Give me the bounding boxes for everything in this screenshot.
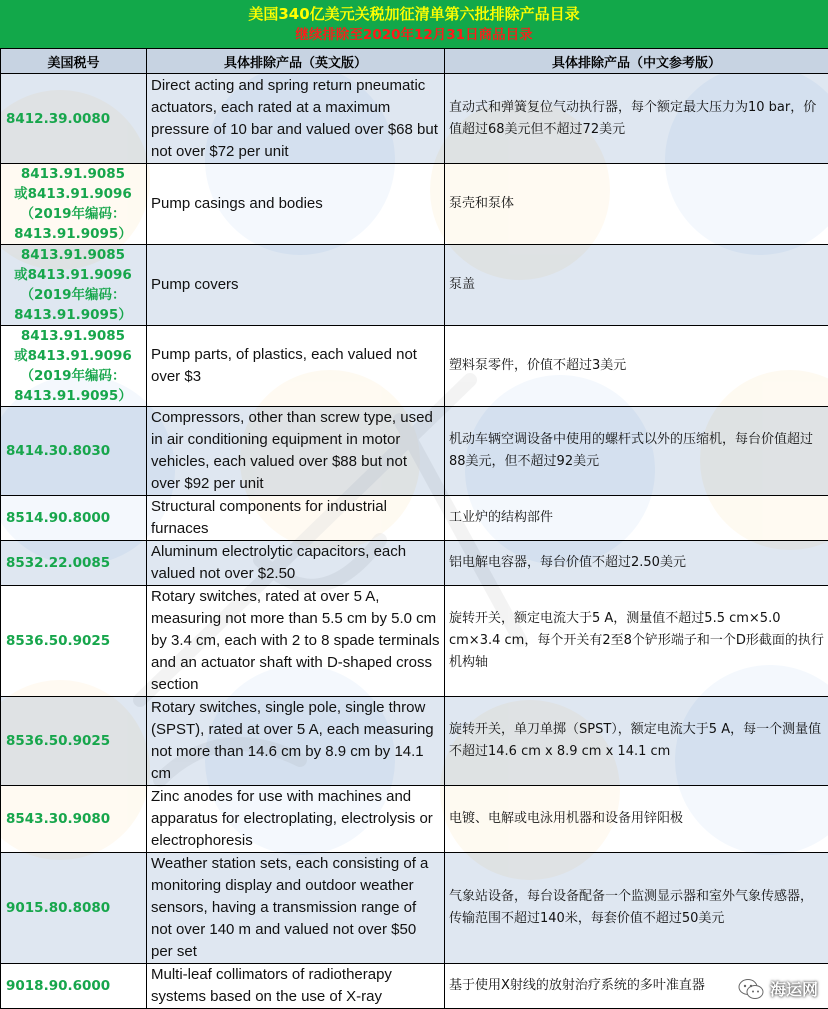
table-row [1, 786, 828, 853]
product-english: Weather station sets, each consisting of a monitoring display and outdoor weather sensors, having a transmission range of not over 140 m and valued not over $50 per set [147, 853, 445, 964]
hts-code: 8532.22.0085 [1, 541, 147, 586]
product-english: Pump casings and bodies [147, 164, 445, 245]
table-row [1, 245, 828, 326]
table-row [1, 586, 828, 697]
hts-code: 9015.80.8080 [1, 853, 147, 964]
product-english: Pump covers [147, 245, 445, 326]
product-chinese: 基于使用X射线的放射治疗系统的多叶准直器 [445, 964, 828, 1009]
table-row [1, 964, 828, 1009]
hts-code: 8514.90.8000 [1, 496, 147, 541]
product-chinese: 泵壳和泵体 [445, 164, 828, 245]
product-chinese: 旋转开关，额定电流大于5 A，测量值不超过5.5 cm×5.0 cm×3.4 cm，每个开关有2至8个铲形端子和一个D形截面的执行机构轴 [445, 586, 828, 697]
hts-code: 8413.91.9085 或8413.91.9096 （2019年编码： 8413.91.9095） [1, 245, 147, 326]
product-english: Aluminum electrolytic capacitors, each valued not over $2.50 [147, 541, 445, 586]
hts-code: 8413.91.9085 或8413.91.9096 （2019年编码： 8413.91.9095） [1, 164, 147, 245]
hts-code: 8413.91.9085 或8413.91.9096 （2019年编码： 8413.91.9095） [1, 326, 147, 407]
product-english: Pump parts, of plastics, each valued not over $3 [147, 326, 445, 407]
hts-code: 8536.50.9025 [1, 586, 147, 697]
product-english: Rotary switches, single pole, single throw (SPST), rated at over 5 A, each measuring not more than 14.6 cm by 8.9 cm by 14.1 cm [147, 697, 445, 786]
table-row [1, 74, 828, 164]
product-english: Direct acting and spring return pneumatic actuators, each rated at a maximum pressure of 10 bar and valued over $68 but not over $72 per unit [147, 74, 445, 164]
table-row [1, 407, 828, 496]
product-chinese: 铝电解电容器，每台价值不超过2.50美元 [445, 541, 828, 586]
column-header-english: 具体排除产品（英文版） [147, 49, 445, 74]
product-english: Multi-leaf collimators of radiotherapy systems based on the use of X-ray [147, 964, 445, 1009]
hts-code: 8543.30.9080 [1, 786, 147, 853]
table-row [1, 853, 828, 964]
table-row [1, 496, 828, 541]
product-english: Compressors, other than screw type, used in air conditioning equipment in motor vehicles, each valued over $88 but not over $92 per unit [147, 407, 445, 496]
product-chinese: 机动车辆空调设备中使用的螺杆式以外的压缩机，每台价值超过88美元，但不超过92美元 [445, 407, 828, 496]
table-row [1, 326, 828, 407]
product-english: Zinc anodes for use with machines and apparatus for electroplating, electrolysis or electrophoresis [147, 786, 445, 853]
table-header-row [1, 49, 828, 74]
watermark-label: 海运网 [770, 977, 818, 1000]
product-chinese: 直动式和弹簧复位气动执行器，每个额定最大压力为10 bar，价值超过68美元但不超过72美元 [445, 74, 828, 164]
product-chinese: 工业炉的结构部件 [445, 496, 828, 541]
hts-code: 8412.39.0080 [1, 74, 147, 164]
column-header-chinese: 具体排除产品（中文参考版） [445, 49, 828, 74]
product-english: Rotary switches, rated at over 5 A, measuring not more than 5.5 cm by 5.0 cm by 3.4 cm, each with 2 to 8 spade terminals and an actuator shaft with D-shaped cross section [147, 586, 445, 697]
exclusion-table [0, 48, 828, 1009]
wechat-icon [738, 978, 764, 1000]
product-chinese: 泵盖 [445, 245, 828, 326]
column-header-hts-code: 美国税号 [1, 49, 147, 74]
product-chinese: 旋转开关，单刀单掷（SPST），额定电流大于5 A，每一个测量值不超过14.6 cm x 8.9 cm x 14.1 cm [445, 697, 828, 786]
page-header [0, 0, 828, 48]
page-subtitle: 继续排除至2020年12月31日商品目录 [0, 25, 828, 45]
watermark-badge [738, 977, 818, 1000]
table-row [1, 164, 828, 245]
product-chinese: 塑料泵零件，价值不超过3美元 [445, 326, 828, 407]
page-title: 美国340亿美元关税加征清单第六批排除产品目录 [0, 0, 828, 25]
product-chinese: 气象站设备，每台设备配备一个监测显示器和室外气象传感器，传输范围不超过140米，每套价值不超过50美元 [445, 853, 828, 964]
hts-code: 9018.90.6000 [1, 964, 147, 1009]
product-chinese: 电镀、电解或电泳用机器和设备用锌阳极 [445, 786, 828, 853]
hts-code: 8414.30.8030 [1, 407, 147, 496]
table-row [1, 697, 828, 786]
product-english: Structural components for industrial furnaces [147, 496, 445, 541]
hts-code: 8536.50.9025 [1, 697, 147, 786]
table-row [1, 541, 828, 586]
